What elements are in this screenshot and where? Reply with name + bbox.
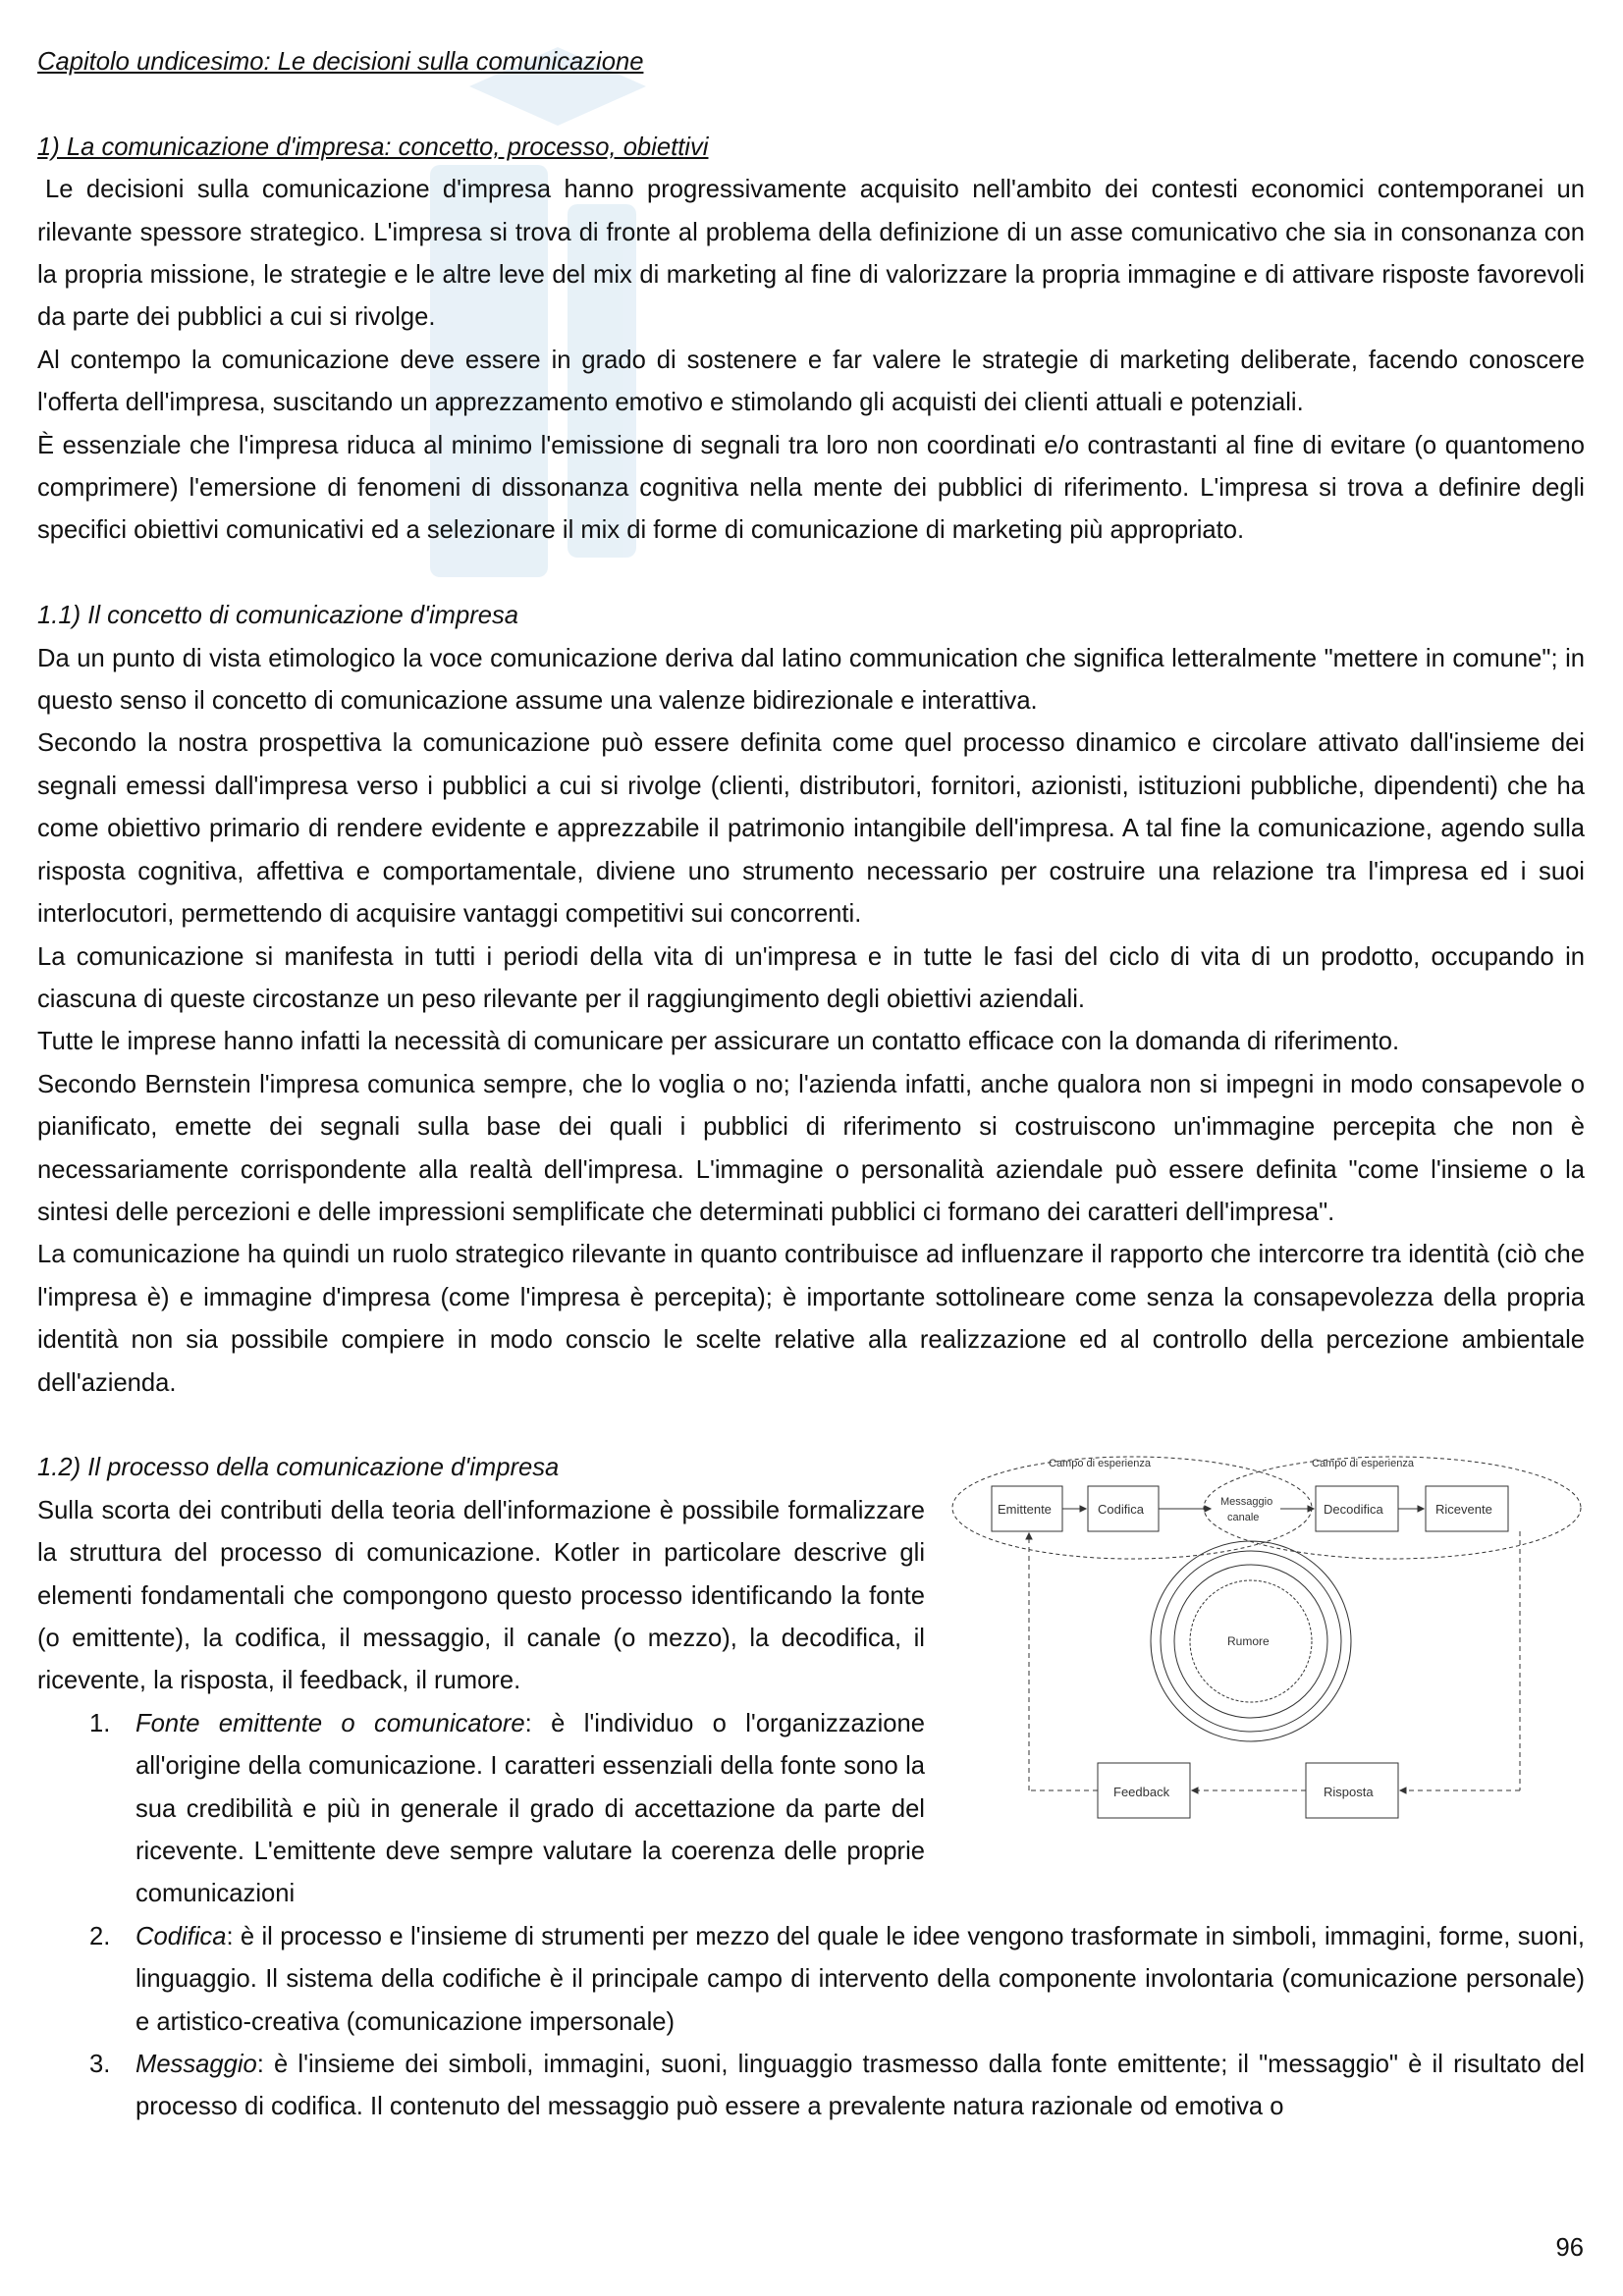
section-1-1-paragraph: Secondo Bernstein l'impresa comunica sempre, che lo voglia o no; l'azienda infatti, anche qualora non si impegni in modo consapevole o pianificato, emette dei segnali sulla base dei quali i pubblici di riferimento si costruiscono un'immagine percepita che non è necessariamente corrispondente alla realtà dell'impresa. L'immagine o personalità aziendale può essere definita "come l'insieme o la sintesi delle percezioni e delle impressioni semplificate che determinati pubblici ci formano dei caratteri dell'impresa". <box>37 1070 1585 1226</box>
arrowhead <box>1205 1506 1211 1512</box>
experience-field-right-label: Campo di esperienza <box>1312 1458 1414 1470</box>
list-item-number: 1. <box>89 1709 111 1737</box>
arrowhead <box>1418 1506 1424 1512</box>
list-item <box>37 2044 1585 2129</box>
list-item-text: : è l'insieme dei simboli, immagini, suoni, linguaggio trasmesso dalla fonte emittente; il "messaggio" è il risultato del processo di codifica. Il contenuto del messaggio può essere a prevalente natura razionale od emotiva o <box>135 2051 1585 2121</box>
section-1-paragraph: Al contempo la comunicazione deve essere in grado di sostenere e far valere le strategie di marketing deliberate, facendo conoscere l'offerta dell'impresa, suscitando un apprezzamento emotivo e stimolando gli acquisti dei clienti attuali e potenziali. <box>37 346 1585 417</box>
page-number: 96 <box>1555 2234 1584 2262</box>
list-item-text: : è il processo e l'insieme di strumenti per mezzo del quale le idee vengono trasformate in simboli, immagini, forme, suoni, linguaggio. Il sistema della codifiche è il principale campo di intervento della componente involontaria (comunicazione personale) e artistico-creativa (comunicazione impersonale) <box>135 1922 1585 2036</box>
section-1-2-intro: Sulla scorta dei contributi della teoria dell'informazione è possibile formalizzare la struttura del processo di comunicazione. Kotler in particolare descrive gli elementi fondamentali che compongono questo processo identificando la fonte (o emittente), la codifica, il messaggio, il canale (o mezzo), la decodifica, il ricevente, la risposta, il feedback, il rumore. <box>37 1496 925 1695</box>
list-item-number: 3. <box>89 2051 111 2079</box>
section-1-1-paragraph: La comunicazione ha quindi un ruolo strategico rilevante in quanto contribuisce ad influenzare il rapporto che intercorre tra identità (ciò che l'impresa è) e immagine d'impresa (come l'impresa è percepita); è importante sottolineare come senza la consapevolezza della propria identità non sia possibile compiere in modo conscio le scelte relative alla realizzazione ed al controllo della percezione ambientale dell'azienda. <box>37 1241 1585 1397</box>
rumore-label: Rumore <box>1227 1634 1270 1649</box>
arrowhead <box>1080 1506 1086 1512</box>
document-page <box>37 41 1585 2129</box>
section-1-2-heading: 1.2) Il processo della comunicazione d'impresa <box>37 1454 560 1482</box>
messaggio-label: Messaggio <box>1220 1496 1273 1509</box>
canale-label: canale <box>1227 1512 1260 1524</box>
list-item-term: Codifica <box>135 1922 227 1950</box>
section-1-1-paragraph: La comunicazione si manifesta in tutti i periodi della vita di un'impresa e in tutte le fasi del ciclo di vita di un prodotto, occupando in ciascuna di queste circostanze un peso rilevante per il raggiungimento degli obiettivi aziendali. <box>37 942 1585 1013</box>
ricevente-label: Ricevente <box>1435 1502 1492 1518</box>
experience-field-left-label: Campo di esperienza <box>1049 1458 1151 1470</box>
list-item-number: 2. <box>89 1922 111 1950</box>
list-item-term: Fonte emittente o comunicatore <box>135 1709 525 1737</box>
section-1-1-paragraph: Secondo la nostra prospettiva la comunicazione può essere definita come quel processo dinamico e circolare attivato dall'insieme dei segnali emessi dall'impresa verso i pubblici a cui si rivolge (clienti, distributori, fornitori, azionisti, istituzioni pubbliche, dipendenti) che ha come obiettivo primario di rendere evidente e apprezzabile il patrimonio intangibile dell'impresa. A tal fine la comunicazione, agendo sulla risposta cognitiva, affettiva e comportamentale, diviene uno strumento necessario per costruire una relazione tra l'impresa ed i suoi interlocutori, permettendo di acquisire vantaggi competitivi sui concorrenti. <box>37 729 1585 929</box>
list-item <box>37 1703 1585 1916</box>
decodifica-label: Decodifica <box>1324 1502 1383 1518</box>
emittente-label: Emittente <box>998 1502 1052 1518</box>
section-1-paragraph: Le decisioni sulla comunicazione d'impresa hanno progressivamente acquisito nell'ambito dei contesti economici contemporanei un rilevante spessore strategico. L'impresa si trova di fronte al problema della definizione di un asse comunicativo che sia in consonanza con la propria missione, le strategie e le altre leve del mix di marketing al fine di valorizzare la propria immagine e di attivare risposte favorevoli da parte dei pubblici a cui si rivolge. <box>37 176 1585 332</box>
list-item-term: Messaggio <box>135 2051 257 2079</box>
list-item <box>37 1916 1585 2044</box>
chapter-title: Capitolo undicesimo: Le decisioni sulla comunicazione <box>37 48 644 76</box>
section-1-paragraph: È essenziale che l'impresa riduca al minimo l'emissione di segnali tra loro non coordinati e/o contrastanti al fine di evitare (o quantomeno comprimere) l'emersione di fenomeni di dissonanza cognitiva nella mente dei pubblici di riferimento. L'impresa si trova a definire degli specifici obiettivi comunicativi ed a selezionare il mix di forme di comunicazione di marketing più appropriato. <box>37 431 1585 545</box>
section-1-1-paragraph: Da un punto di vista etimologico la voce comunicazione deriva dal latino communication che significa letteralmente "mettere in comune"; in questo senso il concetto di comunicazione assume una valenze bidirezionale e interattiva. <box>37 644 1585 716</box>
codifica-label: Codifica <box>1098 1502 1144 1518</box>
risposta-label: Risposta <box>1324 1785 1374 1800</box>
section-1-1-heading: 1.1) Il concetto di comunicazione d'impresa <box>37 602 518 630</box>
arrowhead <box>1308 1506 1314 1512</box>
section-1-heading: 1) La comunicazione d'impresa: concetto, processo, obiettivi <box>37 133 709 161</box>
section-1-1-paragraph: Tutte le imprese hanno infatti la necessità di comunicare per assicurare un contatto efficace con la domanda di riferimento. <box>37 1028 1400 1056</box>
feedback-label: Feedback <box>1113 1785 1170 1800</box>
arrowhead <box>1026 1533 1032 1539</box>
process-elements-list <box>37 1703 1585 2129</box>
list-item-text: : è l'individuo o l'organizzazione all'origine della comunicazione. I caratteri essenziali della fonte sono la sua credibilità e più in generale il grado di accettazione da parte del ricevente. L'emittente deve sempre valutare la coerenza delle proprie comunicazioni <box>135 1709 925 1908</box>
